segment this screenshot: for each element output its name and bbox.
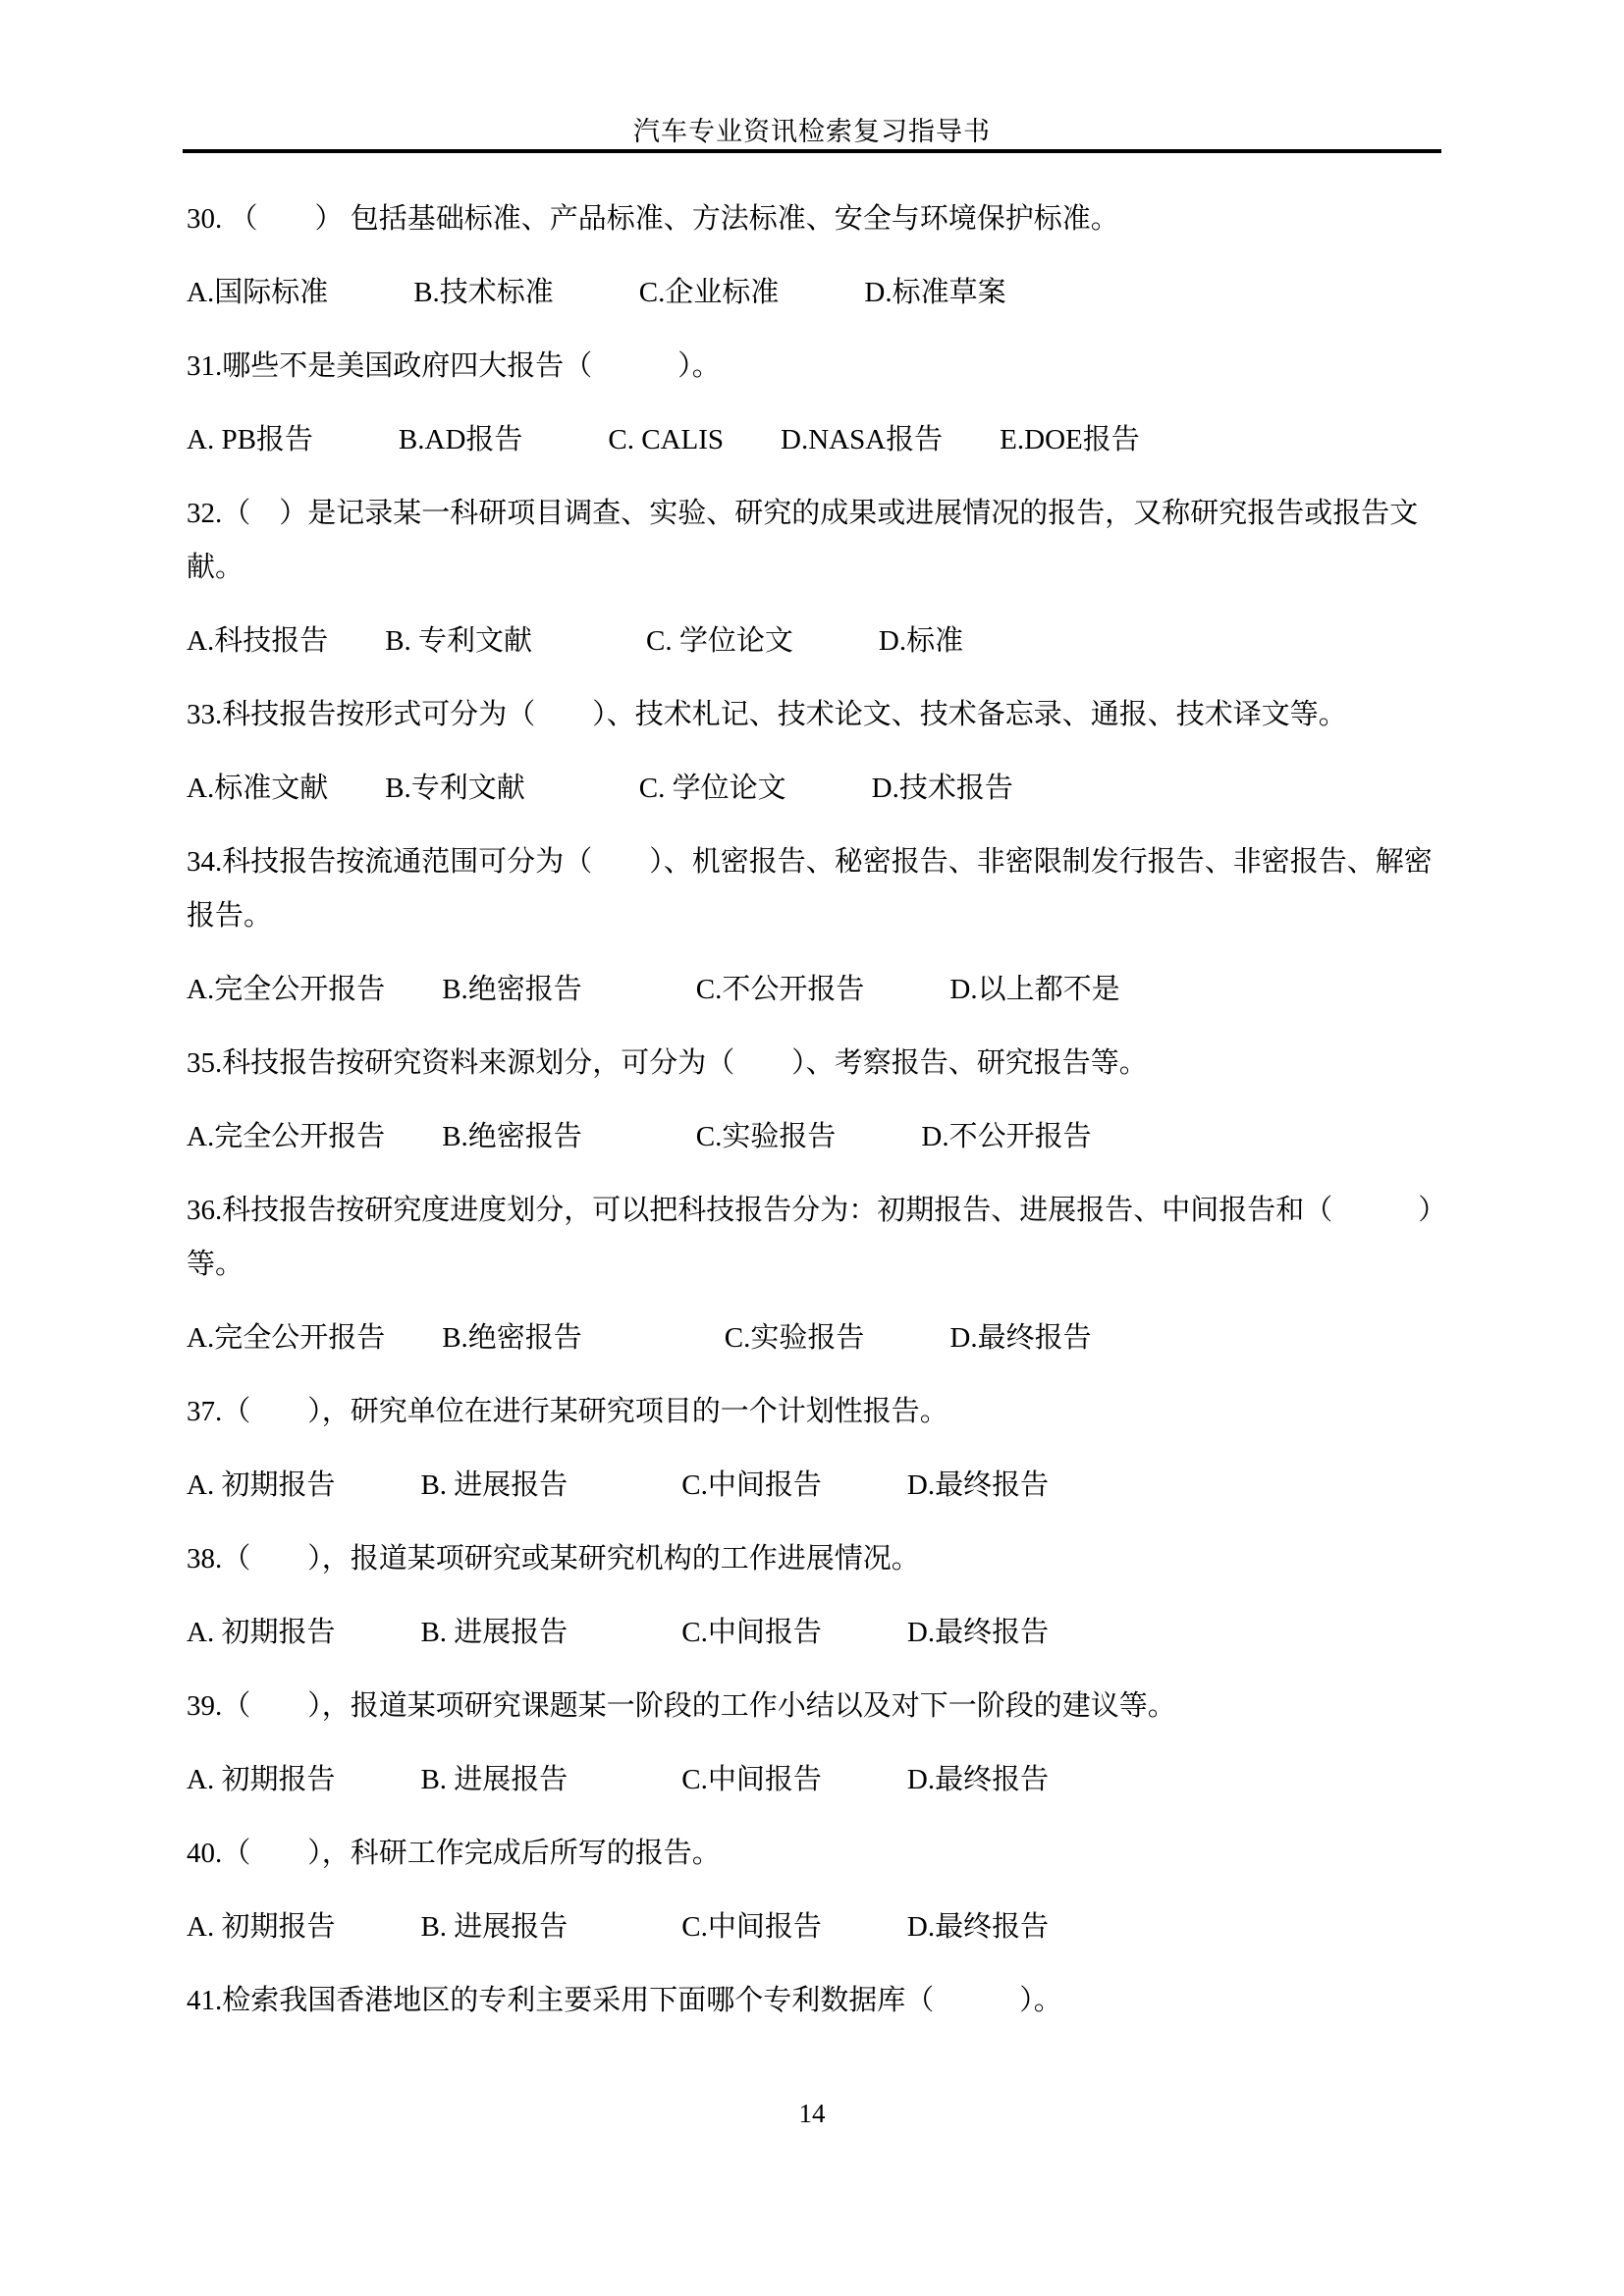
question-39-options: A. 初期报告 B. 进展报告 C.中间报告 D.最终报告 bbox=[187, 1764, 1050, 1795]
question-40-options: A. 初期报告 B. 进展报告 C.中间报告 D.最终报告 bbox=[187, 1911, 1050, 1943]
question-31 bbox=[187, 340, 1473, 467]
question-30 bbox=[187, 192, 1473, 320]
question-34-options: A.完全公开报告 B.绝密报告 C.不公开报告 D.以上都不是 bbox=[187, 974, 1120, 1005]
question-30-stem: 30. （ ） 包括基础标准、产品标准、方法标准、安全与环境保护标准。 bbox=[187, 203, 1119, 235]
question-36-stem: 36.科技报告按研究度进度划分，可以把科技报告分为：初期报告、进展报告、中间报告和（ ） bbox=[187, 1195, 1447, 1226]
question-34-stem: 34.科技报告按流通范围可分为（ ）、机密报告、秘密报告、非密限制发行报告、非密报告、解密 bbox=[187, 846, 1433, 878]
question-33-stem: 33.科技报告按形式可分为（ ）、技术札记、技术论文、技术备忘录、通报、技术译文等。 bbox=[187, 699, 1347, 730]
question-34 bbox=[187, 835, 1473, 1017]
question-40 bbox=[187, 1827, 1473, 1954]
question-33-options: A.标准文献 B.专利文献 C. 学位论文 D.技术报告 bbox=[187, 773, 1013, 804]
question-37 bbox=[187, 1385, 1473, 1513]
question-34-stem-continued: 报告。 bbox=[187, 900, 273, 932]
question-40-stem: 40.（ ），科研工作完成后所写的报告。 bbox=[187, 1838, 721, 1869]
question-36-stem-continued: 等。 bbox=[187, 1249, 244, 1280]
question-32-options: A.科技报告 B. 专利文献 C. 学位论文 D.标准 bbox=[187, 625, 964, 657]
question-39 bbox=[187, 1680, 1473, 1807]
question-30-options: A.国际标准 B.技术标准 C.企业标准 D.标准草案 bbox=[187, 277, 1006, 308]
question-36-options: A.完全公开报告 B.绝密报告 C.实验报告 D.最终报告 bbox=[187, 1322, 1092, 1354]
question-38 bbox=[187, 1532, 1473, 1660]
question-37-options: A. 初期报告 B. 进展报告 C.中间报告 D.最终报告 bbox=[187, 1469, 1050, 1501]
page-header-title: 汽车专业资讯检索复习指导书 bbox=[633, 117, 991, 146]
question-35-stem: 35.科技报告按研究资料来源划分，可分为（ ）、考察报告、研究报告等。 bbox=[187, 1047, 1148, 1079]
question-41-stem: 41.检索我国香港地区的专利主要采用下面哪个专利数据库（ ）。 bbox=[187, 1985, 1062, 2016]
question-33 bbox=[187, 688, 1473, 816]
question-38-options: A. 初期报告 B. 进展报告 C.中间报告 D.最终报告 bbox=[187, 1617, 1050, 1648]
question-36 bbox=[187, 1184, 1473, 1365]
question-31-stem: 31.哪些不是美国政府四大报告（ ）。 bbox=[187, 350, 721, 382]
question-39-stem: 39.（ ），报道某项研究课题某一阶段的工作小结以及对下一阶段的建议等。 bbox=[187, 1690, 1176, 1722]
question-32-stem-continued: 献。 bbox=[187, 552, 244, 583]
question-41 bbox=[187, 1974, 1473, 2028]
question-32-stem: 32.（ ）是记录某一科研项目调查、实验、研究的成果或进展情况的报告，又称研究报告或报告文 bbox=[187, 498, 1419, 529]
question-list bbox=[187, 192, 1473, 2048]
question-38-stem: 38.（ ），报道某项研究或某研究机构的工作进展情况。 bbox=[187, 1543, 920, 1575]
page-number: 14 bbox=[798, 2099, 826, 2128]
question-37-stem: 37.（ ），研究单位在进行某研究项目的一个计划性报告。 bbox=[187, 1396, 948, 1427]
question-32 bbox=[187, 487, 1473, 668]
question-35 bbox=[187, 1037, 1473, 1164]
header-divider-rule bbox=[183, 149, 1441, 153]
question-31-options: A. PB报告 B.AD报告 C. CALIS D.NASA报告 E.DOE报告 bbox=[187, 424, 1140, 455]
question-35-options: A.完全公开报告 B.绝密报告 C.实验报告 D.不公开报告 bbox=[187, 1121, 1092, 1152]
